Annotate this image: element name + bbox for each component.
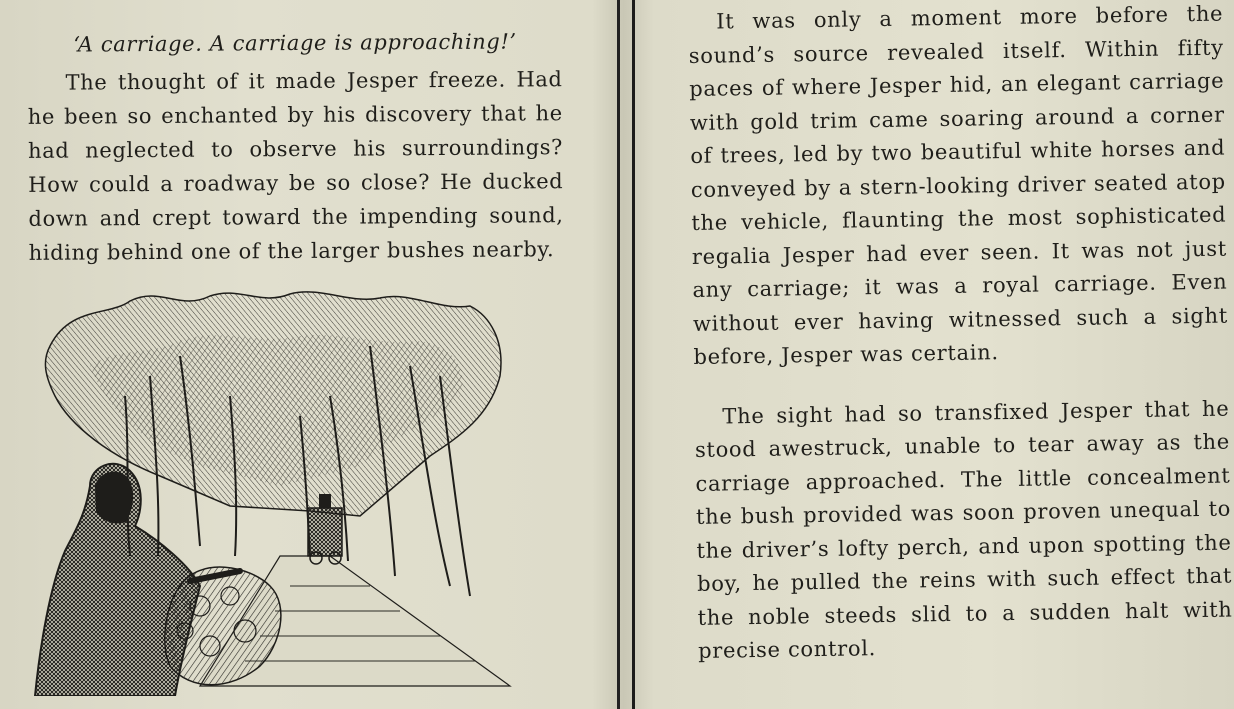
book-spine — [617, 0, 620, 709]
left-paragraph: The thought of it made Jesper freeze. Had he been so enchanted by his discovery that he had neglected to observe his surroundings? How could a roadway be so close? He ducked down and crept toward the impending sound, hiding behind one of the larger bushes nearby. — [27, 67, 564, 265]
dialogue-line: ‘A carriage. A carriage is approaching!’ — [73, 29, 517, 57]
left-page-text — [27, 24, 564, 270]
right-page-text — [688, 0, 1233, 668]
right-page — [635, 0, 1234, 709]
right-paragraph-1: It was only a moment more before the sound’s source revealed itself. Within fifty paces of where Jesper hid, an elegant carriage with gold trim came soaring around a corner of trees, led by two beautiful white horses and conveyed by a stern-looking driver seated atop the vehicle, flaunting the most sophisticated regalia Jesper had ever seen. It was not just any carriage; it was a royal carriage. Even without ever having witnessed such a sight before, Jesper was certain. — [688, 1, 1229, 369]
right-paragraph-2: The sight had so transfixed Jesper that he stood awestruck, unable to tear away as the carriage approached. The little concealment the bush provided was soon proven unequal to the driver’s lofty perch, and upon spotting the boy, he pulled the reins with such effect that the noble steeds slid to a sudden halt with precise control. — [694, 396, 1233, 663]
forest-carriage-illustration — [30, 286, 515, 696]
